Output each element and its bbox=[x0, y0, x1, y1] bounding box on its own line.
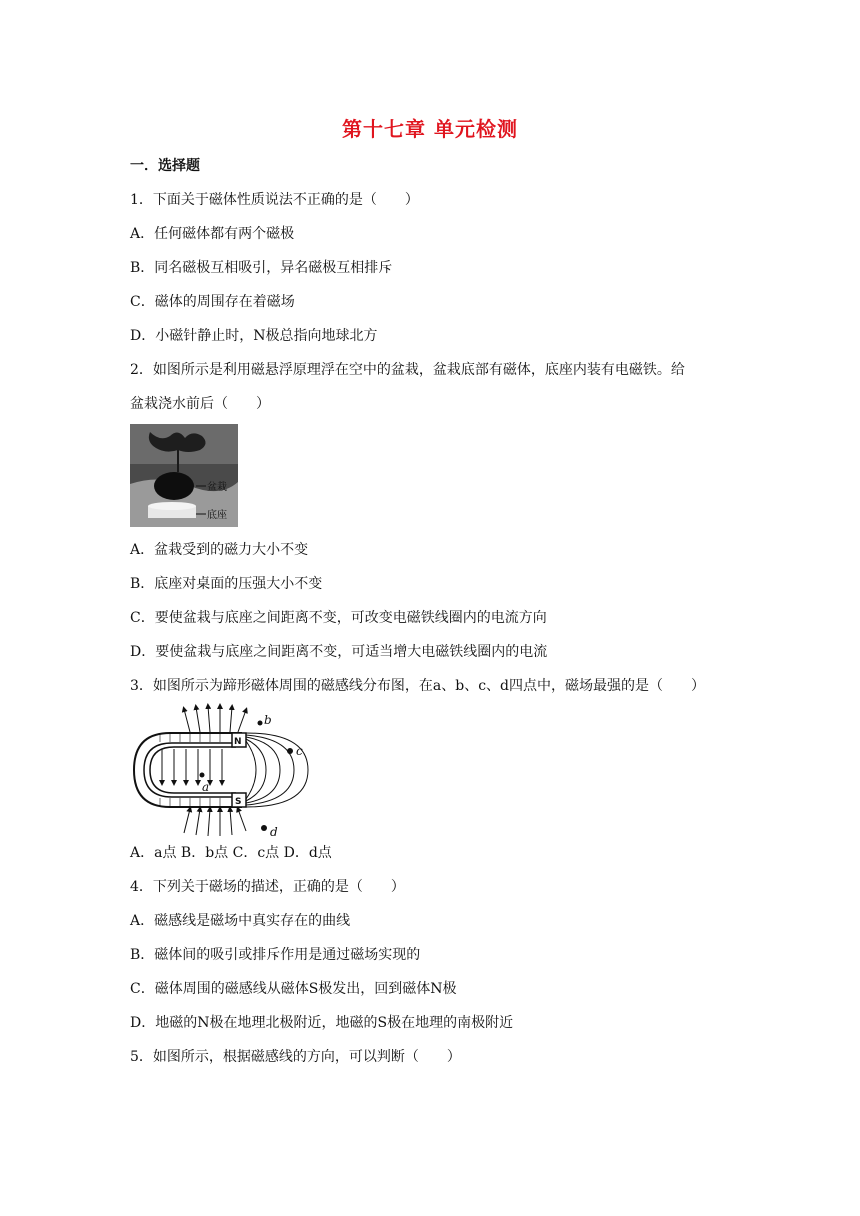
pole-n-label: N bbox=[234, 737, 242, 747]
section-heading: 一．选择题 bbox=[130, 158, 200, 174]
question-1-stem: 1．下面关于磁体性质说法不正确的是（ ） bbox=[130, 192, 419, 208]
question-2-option-b: B．底座对桌面的压强大小不变 bbox=[130, 576, 323, 592]
question-1-option-b: B．同名磁极互相吸引，异名磁极互相排斥 bbox=[130, 260, 393, 276]
horseshoe-magnet-field-diagram bbox=[130, 703, 310, 838]
figure-label-base: 底座 bbox=[207, 510, 227, 521]
question-4-option-d: D．地磁的N极在地理北极附近，地磁的S极在地理的南极附近 bbox=[130, 1015, 514, 1031]
question-2-stem-line1: 2．如图所示是利用磁悬浮原理浮在空中的盆栽，盆栽底部有磁体，底座内装有电磁铁。给 bbox=[130, 362, 685, 378]
pole-s-label: S bbox=[235, 797, 242, 807]
question-4-option-b: B．磁体间的吸引或排斥作用是通过磁场实现的 bbox=[130, 947, 421, 963]
question-1-option-c: C．磁体的周围存在着磁场 bbox=[130, 294, 295, 310]
levitating-plant-photo bbox=[130, 424, 238, 527]
question-3-options: A．a点 B．b点 C．c点 D．d点 bbox=[130, 845, 332, 861]
question-3-stem: 3．如图所示为蹄形磁体周围的磁感线分布图，在a、b、c、d四点中，磁场最强的是（ ） bbox=[130, 678, 706, 694]
point-b-label: b bbox=[264, 713, 272, 727]
question-1-option-a: A．任何磁体都有两个磁极 bbox=[130, 226, 295, 242]
page-title: 第十七章 单元检测 bbox=[342, 117, 518, 141]
figure-label-pot: 盆栽 bbox=[207, 482, 227, 493]
point-c-label: c bbox=[296, 744, 303, 758]
question-4-option-c: C．磁体周围的磁感线从磁体S极发出，回到磁体N极 bbox=[130, 981, 457, 997]
question-2-option-d: D．要使盆栽与底座之间距离不变，可适当增大电磁铁线圈内的电流 bbox=[130, 644, 548, 660]
question-5-stem: 5．如图所示，根据磁感线的方向，可以判断（ ） bbox=[130, 1049, 461, 1065]
point-d-label: d bbox=[270, 825, 278, 838]
question-2-stem-line2: 盆栽浇水前后（ ） bbox=[130, 396, 270, 412]
question-4-stem: 4．下列关于磁场的描述，正确的是（ ） bbox=[130, 879, 405, 895]
point-a-label: a bbox=[202, 780, 210, 794]
question-4-option-a: A．磁感线是磁场中真实存在的曲线 bbox=[130, 913, 351, 929]
question-2-option-c: C．要使盆栽与底座之间距离不变，可改变电磁铁线圈内的电流方向 bbox=[130, 610, 547, 626]
question-2-option-a: A．盆栽受到的磁力大小不变 bbox=[130, 542, 309, 558]
question-1-option-d: D．小磁针静止时，N极总指向地球北方 bbox=[130, 328, 378, 344]
